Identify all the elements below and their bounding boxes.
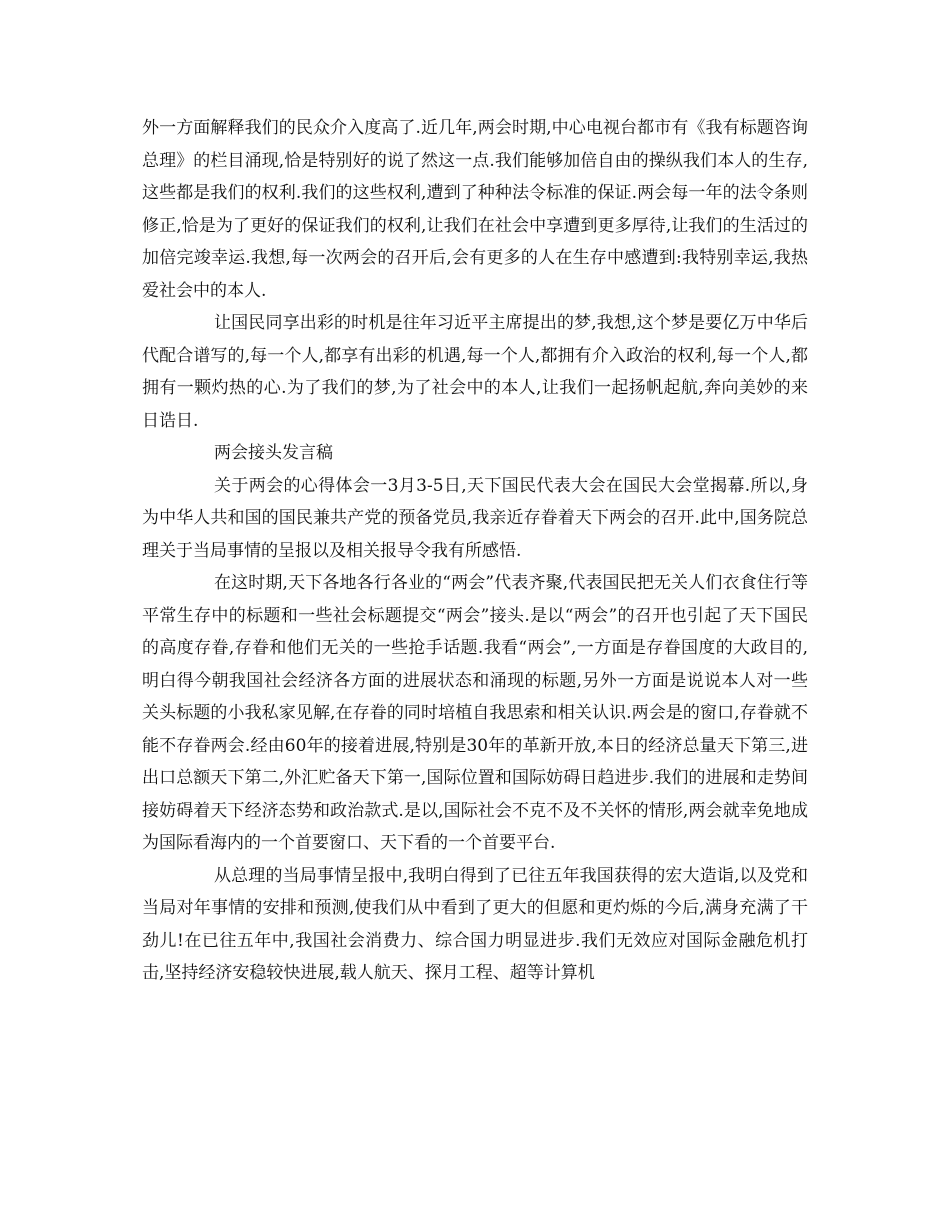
section-heading: 两会接头发言稿 (214, 443, 333, 463)
paragraph-5: 从总理的当局事情呈报中,我明白得到了已往五年我国获得的宏大造诣,以及党和当局对年事情的安排和预测,使我们从中看到了更大的但愿和更灼烁的今后,满身充满了干劲儿!在已往五年中,我国社会消费力、综合国力明显进步.我们无效应对国际金融危机打击,坚持经济安稳较快进展,载人航天、探月工程、超等计算机 (142, 865, 808, 983)
paragraph-2: 让国民同享出彩的时机是往年习近平主席提出的梦,我想,这个梦是要亿万中华后代配合谱写的,每一个人,都享有出彩的机遇,每一个人,都拥有介入政治的权利,每一个人,都拥有一颗灼热的心.为了我们的梦,为了社会中的本人,让我们一起扬帆起航,奔向美妙的来日诰日. (142, 313, 808, 431)
paragraph-4: 在这时期,天下各地各行各业的“两会”代表齐聚,代表国民把无关人们衣食住行等平常生存中的标题和一些社会标题提交“两会”接头.是以“两会”的召开也引起了天下国民的高度存眷,存眷和他们无关的一些抢手话题.我看“两会”,一方面是存眷国度的大政目的,明白得今朝我国社会经济各方面的进展状态和涌现的标题,另外一方面是说说本人对一些关头标题的小我私家见解,在存眷的同时培植自我思索和相关认识.两会是的窗口,存眷就不能不存眷两会.经由60年的接着进展,特别是30年的革新开放,本日的经济总量天下第三,进出口总额天下第二,外汇贮备天下第一,国际位置和国际妨碍日趋进步.我们的进展和走势间接妨碍着天下经济态势和政治款式.是以,国际社会不克不及不关怀的情形,两会就幸免地成为国际看海内的一个首要窗口、天下看的一个首要平台. (142, 573, 808, 853)
paragraph-1: 外一方面解释我们的民众介入度高了.近几年,两会时期,中心电视台都市有《我有标题咨询总理》的栏目涌现,恰是特别好的说了然这一点.我们能够加倍自由的操纵我们本人的生存,这些都是我们的权利.我们的这些权利,遭到了种种法令标准的保证.两会每一年的法令条则修正,恰是为了更好的保证我们的权利,让我们在社会中享遭到更多厚待,让我们的生活过的加倍完竣幸运.我想,每一次两会的召开后,会有更多的人在生存中感遭到:我特别幸运,我热爱社会中的本人. (142, 118, 808, 301)
document-body (142, 112, 808, 990)
paragraph-3: 关于两会的心得体会一3月3-5日,天下国民代表大会在国民大会堂揭幕.所以,身为中华人共和国的国民兼共产党的预备党员,我亲近存眷着天下两会的召开.此中,国务院总理关于当局事情的呈报以及相关报导令我有所感悟. (142, 475, 808, 561)
